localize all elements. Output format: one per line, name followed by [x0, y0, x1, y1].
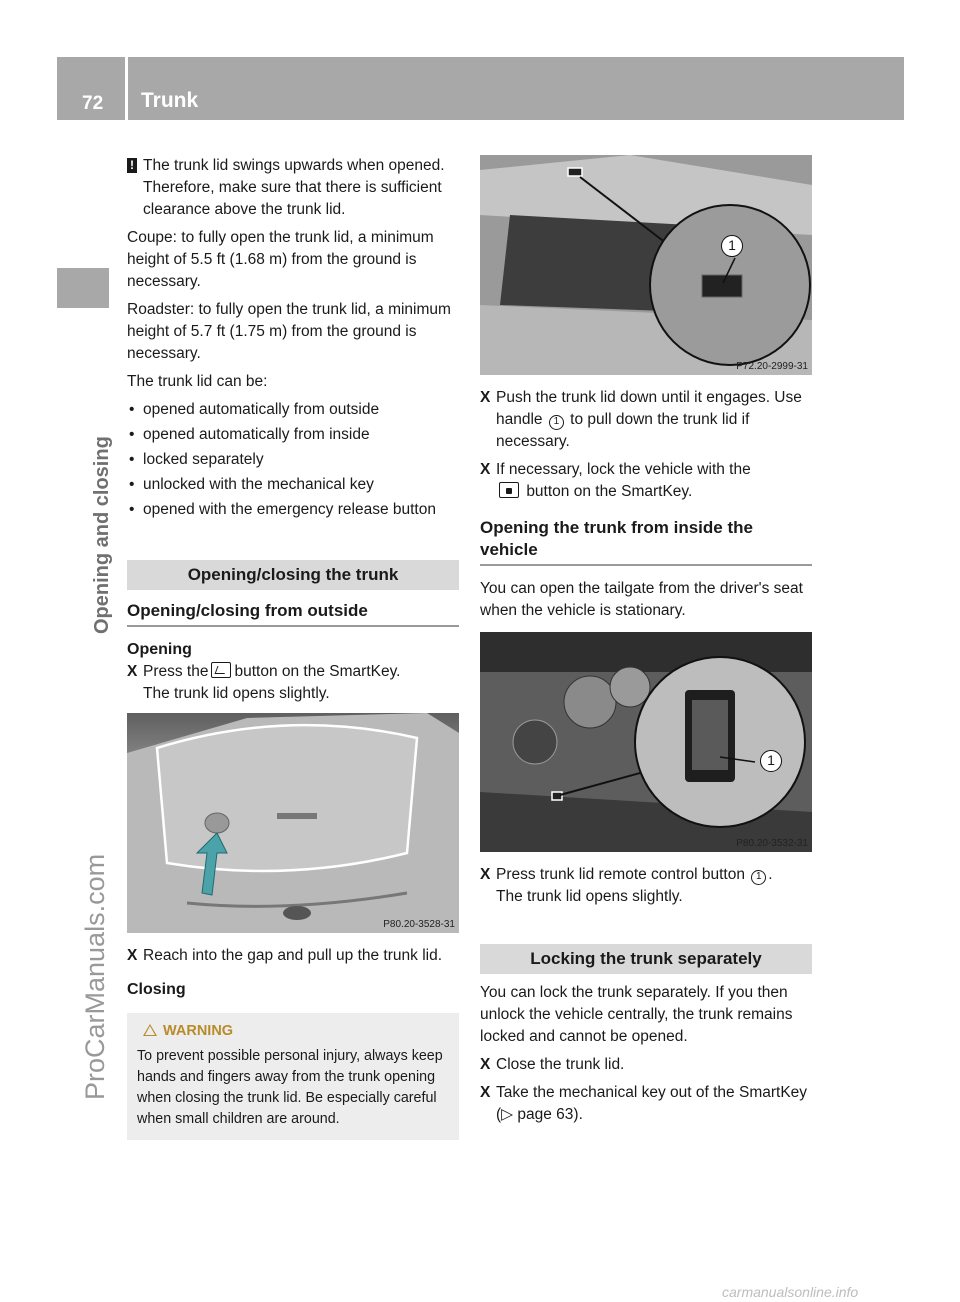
- options-list: [127, 399, 459, 521]
- list-item: • opened automatically from outside: [127, 399, 459, 421]
- close-step: [480, 1054, 812, 1076]
- opening-label: Opening: [127, 641, 192, 658]
- lock-key-icon: [499, 482, 519, 498]
- press-text-after: button on the SmartKey.: [234, 663, 401, 680]
- opening-closing-heading: Opening/closing the trunk: [127, 560, 459, 590]
- from-outside-heading: Opening/closing from outside: [127, 600, 459, 627]
- step-arrow-icon: X: [480, 1084, 491, 1101]
- step-arrow-icon: X: [480, 866, 491, 883]
- roadster-text: Roadster: to fully open the trunk lid, a minimum height of 5.7 ft (1.75 m) from the ground is necessary.: [127, 301, 451, 362]
- remote-text-before: Press trunk lid remote control button: [496, 866, 745, 883]
- warning-title: [137, 1021, 449, 1042]
- press-result: The trunk lid opens slightly.: [143, 685, 330, 702]
- callout-1: 1: [721, 235, 743, 257]
- step-arrow-icon: X: [480, 1056, 491, 1073]
- left-column: [127, 155, 459, 1140]
- take-key-step: [480, 1082, 812, 1126]
- lock-text-after: button on the SmartKey.: [526, 483, 693, 500]
- figure-caption: P80.20-3532-31: [736, 838, 808, 849]
- press-step: [127, 661, 459, 705]
- dashboard-illustration: [480, 632, 812, 852]
- trunk-open-illustration: [480, 155, 812, 375]
- note-paragraph: [127, 155, 459, 221]
- footer-site: carmanualsonline.info: [722, 1284, 859, 1300]
- list-item: • unlocked with the mechanical key: [127, 474, 459, 496]
- locking-text: You can lock the trunk separately. If you then unlock the vehicle centrally, the trunk remains locked and cannot be opened.: [480, 984, 793, 1045]
- section-title: Trunk: [141, 89, 199, 112]
- button-number-icon: 1: [751, 870, 766, 885]
- note-text: The trunk lid swings upwards when opened. Therefore, make sure that there is sufficient clearance above the trunk lid.: [143, 157, 445, 218]
- figure-dashboard: [480, 632, 812, 852]
- warning-text: To prevent possible personal injury, always keep hands and fingers away from the trunk opening when closing the trunk lid. Be especially careful when small children are around.: [137, 1048, 443, 1127]
- closing-label: Closing: [127, 981, 186, 998]
- figure-trunk-exterior: [127, 713, 459, 933]
- handle-number-icon: 1: [549, 415, 564, 430]
- trunk-exterior-illustration: [127, 713, 459, 933]
- coupe-text: Coupe: to fully open the trunk lid, a minimum height of 5.5 ft (1.68 m) from the ground is necessary.: [127, 229, 434, 290]
- can-be-text: The trunk lid can be:: [127, 373, 268, 390]
- push-step: [480, 387, 812, 453]
- push-text-after: to pull down the trunk lid if necessary.: [496, 411, 750, 450]
- list-item: • locked separately: [127, 449, 459, 471]
- reach-text: Reach into the gap and pull up the trunk lid.: [143, 947, 443, 964]
- page-number: 72: [82, 93, 104, 114]
- callout-1: 1: [760, 750, 782, 772]
- warning-box: [127, 1013, 459, 1140]
- list-item: • opened automatically from inside: [127, 424, 459, 446]
- step-arrow-icon: X: [480, 389, 491, 406]
- warning-triangle-icon: [143, 1024, 157, 1036]
- figure-caption: P72.20-2999-31: [736, 361, 808, 372]
- lock-text-before: If necessary, lock the vehicle with the: [496, 461, 751, 478]
- remote-result: The trunk lid opens slightly.: [496, 888, 683, 905]
- exclamation-icon: !: [127, 158, 137, 173]
- lock-step: [480, 459, 812, 503]
- step-arrow-icon: X: [127, 663, 138, 680]
- inside-text: You can open the tailgate from the driver's seat when the vehicle is stationary.: [480, 580, 803, 619]
- chapter-label: Opening and closing: [91, 436, 113, 634]
- list-item: • opened with the emergency release button: [127, 499, 459, 521]
- trunk-key-icon: [211, 662, 231, 678]
- chapter-tab: [57, 268, 109, 308]
- header-divider: [125, 57, 128, 120]
- push-text-before: Push the trunk lid down until it engages. Use handle: [496, 389, 802, 428]
- watermark-wrap: [80, 540, 114, 1100]
- reach-step: [127, 945, 459, 967]
- take-key-text: Take the mechanical key out of the SmartKey (▷ page 63).: [496, 1084, 808, 1123]
- remote-step: [480, 864, 812, 908]
- close-text: Close the trunk lid.: [496, 1056, 625, 1073]
- figure-trunk-open: [480, 155, 812, 375]
- press-text-before: Press the: [143, 663, 209, 680]
- figure-caption: P80.20-3528-31: [383, 919, 455, 930]
- right-column: [480, 155, 812, 1132]
- step-arrow-icon: X: [480, 461, 491, 478]
- locking-heading: Locking the trunk separately: [480, 944, 812, 974]
- from-inside-heading: Opening the trunk from inside the vehicle: [480, 517, 812, 566]
- warning-label: WARNING: [163, 1023, 234, 1039]
- remote-text-after: .: [768, 866, 773, 883]
- step-arrow-icon: X: [127, 947, 138, 964]
- watermark: ProCarManuals.com: [80, 853, 110, 1100]
